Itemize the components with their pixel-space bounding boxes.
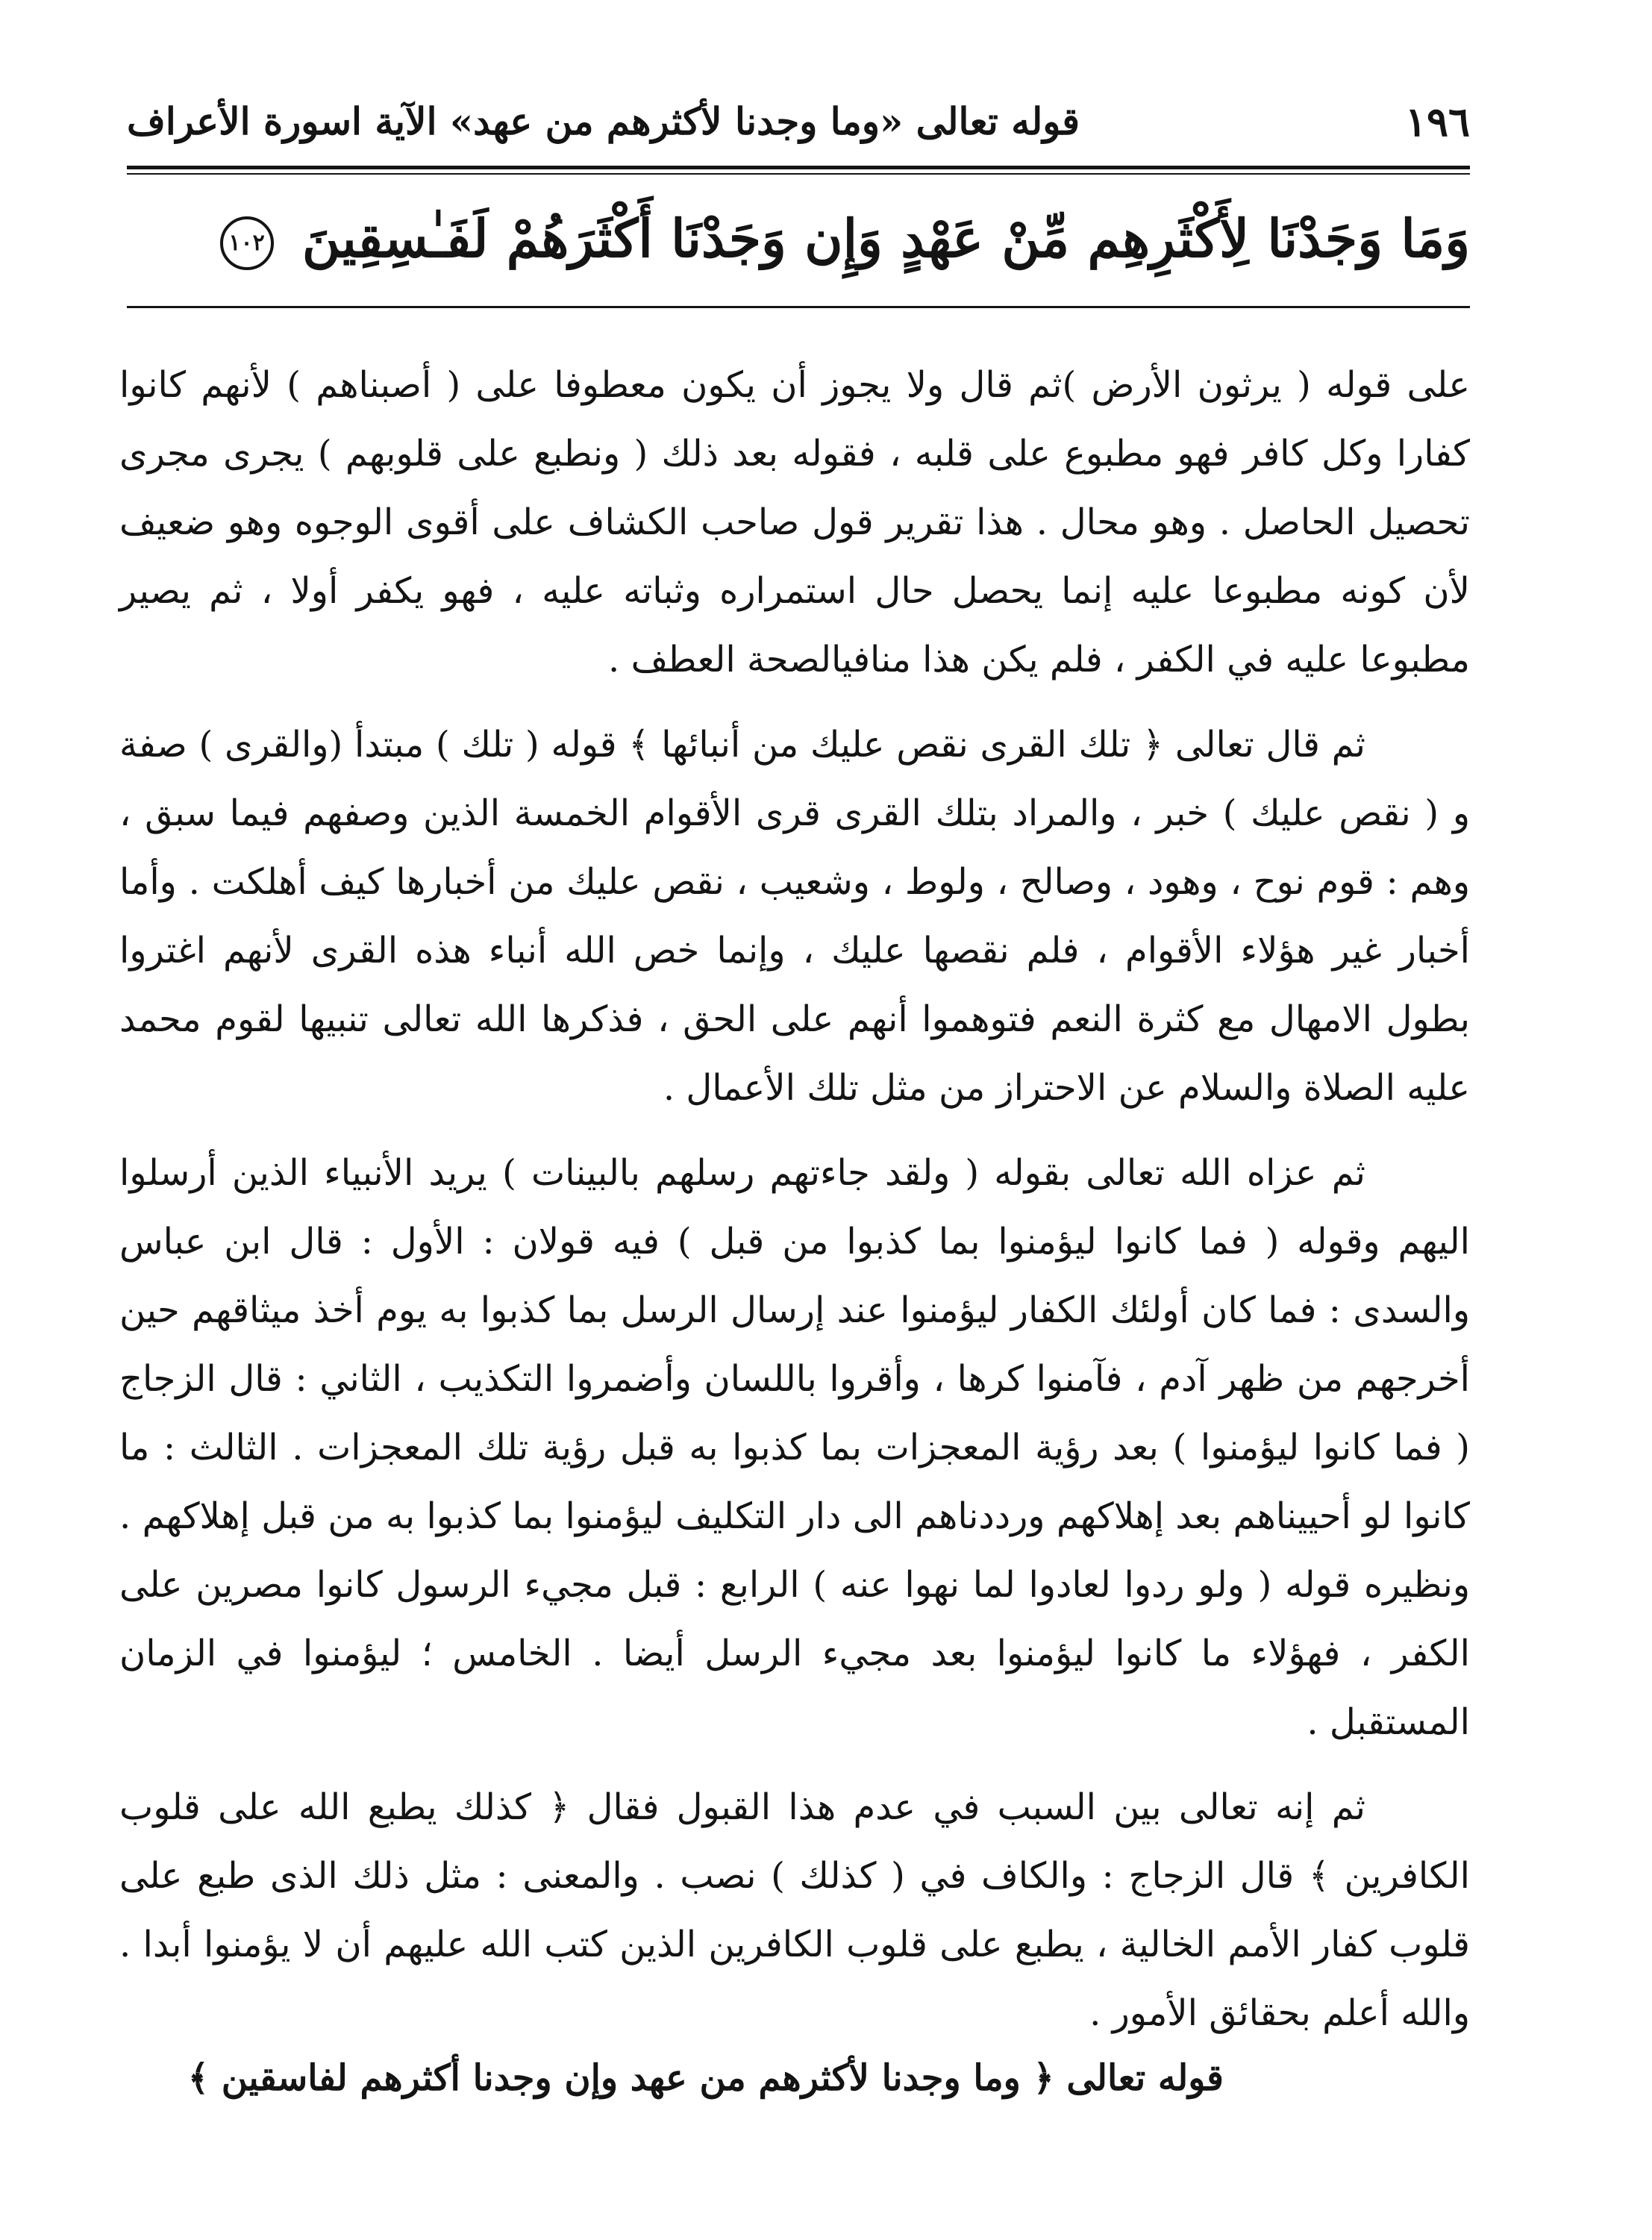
running-head: [127, 88, 1470, 155]
running-title: قوله تعالى «وما وجدنا لأكثرهم من عهد» الآية اسورة الأعراف: [127, 99, 1080, 143]
quran-verse: [228, 183, 1470, 295]
header-rule-thin: [127, 173, 1470, 175]
commentary-body: [119, 351, 1470, 2064]
page-number: ١٩٦: [1404, 98, 1470, 146]
header-rule-thick: [127, 166, 1470, 169]
verse-rule: [127, 306, 1470, 308]
paragraph-3: ثم عزاه الله تعالى بقوله ( ولقد جاءتهم رسلهم بالبينات ) يريد الأنبياء الذين أرسلوا اليهم وقوله ( فما كانوا ليؤمنوا بما كذبوا من قبل ) فيه قولان : الأول : قال ابن عباس والسدى : فما كان أولئك الكفار ليؤمنوا عند إرسال الرسل بما كذبوا به يوم أخذ ميثاقهم حين أخرجهم من ظهر آدم ، فآمنوا كرها ، وأقروا باللسان وأضمروا التكذيب ، الثاني : قال الزجاج ( فما كانوا ليؤمنوا ) بعد رؤية المعجزات بما كذبوا به قبل رؤية تلك المعجزات . الثالث : ما كانوا لو أحييناهم بعد إهلاكهم ورددناهم الى دار التكليف ليؤمنوا بما كذبوا به من قبل إهلاكهم . ونظيره قوله ( ولو ردوا لعادوا لما نهوا عنه ) الرابع : قبل مجيء الرسول كانوا مصرين على الكفر ، فهؤلاء ما كانوا ليؤمنوا بعد مجيء الرسل أيضا . الخامس ؛ ليؤمنوا في الزمان المستقبل .: [119, 1152, 1471, 1743]
verse-text: وَمَا وَجَدْنَا لِأَكْثَرِهِم مِّنْ عَهْدٍ وَإِن وَجَدْنَا أَكْثَرَهُمْ لَفَـٰسِقِينَ: [301, 207, 1470, 269]
paragraph-2: ثم قال تعالى ﴿ تلك القرى نقص عليك من أنبائها ﴾ قوله ( تلك ) مبتدأ (والقرى ) صفة و ( نقص عليك ) خبر ، والمراد بتلك القرى قرى الأقوام الخمسة الذين وصفهم فيما سبق ، وهم : قوم نوح ، وهود ، وصالح ، ولوط ، وشعيب ، نقص عليك من أخبارها كيف أهلكت . وأما أخبار غير هؤلاء الأقوام ، فلم نقصها عليك ، وإنما خص الله أنباء هذه القرى لأنهم اغتروا بطول الامهال مع كثرة النعم فتوهموا أنهم على الحق ، فذكرها الله تعالى تنبيها لقوم محمد عليه الصلاة والسلام عن الاحتراز من مثل تلك الأعمال .: [119, 724, 1470, 1109]
verse-number-marker: ١٠٢: [220, 216, 274, 270]
paragraph-1: على قوله ( يرثون الأرض )ثم قال ولا يجوز أن يكون معطوفا على ( أصبناهم ) لأنهم كانوا كفارا وكل كافر فهو مطبوع على قلبه ، فقوله بعد ذلك ( ونطبع على قلوبهم ) يجرى مجرى تحصيل الحاصل . وهو محال . هذا تقرير قول صاحب الكشاف على أقوى الوجوه وهو ضعيف لأن كونه مطبوعا عليه إنما يحصل حال استمراره وثباته عليه ، فهو يكفر أولا ، ثم يصير مطبوعا عليه في الكفر ، فلم يكن هذا منافيالصحة العطف .: [119, 364, 1471, 681]
paragraph-4: ثم إنه تعالى بين السبب في عدم هذا القبول فقال ﴿ كذلك يطبع الله على قلوب الكافرين ﴾ قال الزجاج : والكاف في ( كذلك ) نصب . والمعنى : مثل ذلك الذى طبع على قلوب كفار الأمم الخالية ، يطبع على قلوب الكافرين الذين كتب الله عليهم أن لا يؤمنوا أبدا . والله أعلم بحقائق الأمور .: [119, 1786, 1470, 2034]
next-verse-heading: قوله تعالى ﴿ وما وجدنا لأكثرهم من عهد وإن وجدنا أكثرهم لفاسقين ﴾: [187, 2057, 1224, 2099]
